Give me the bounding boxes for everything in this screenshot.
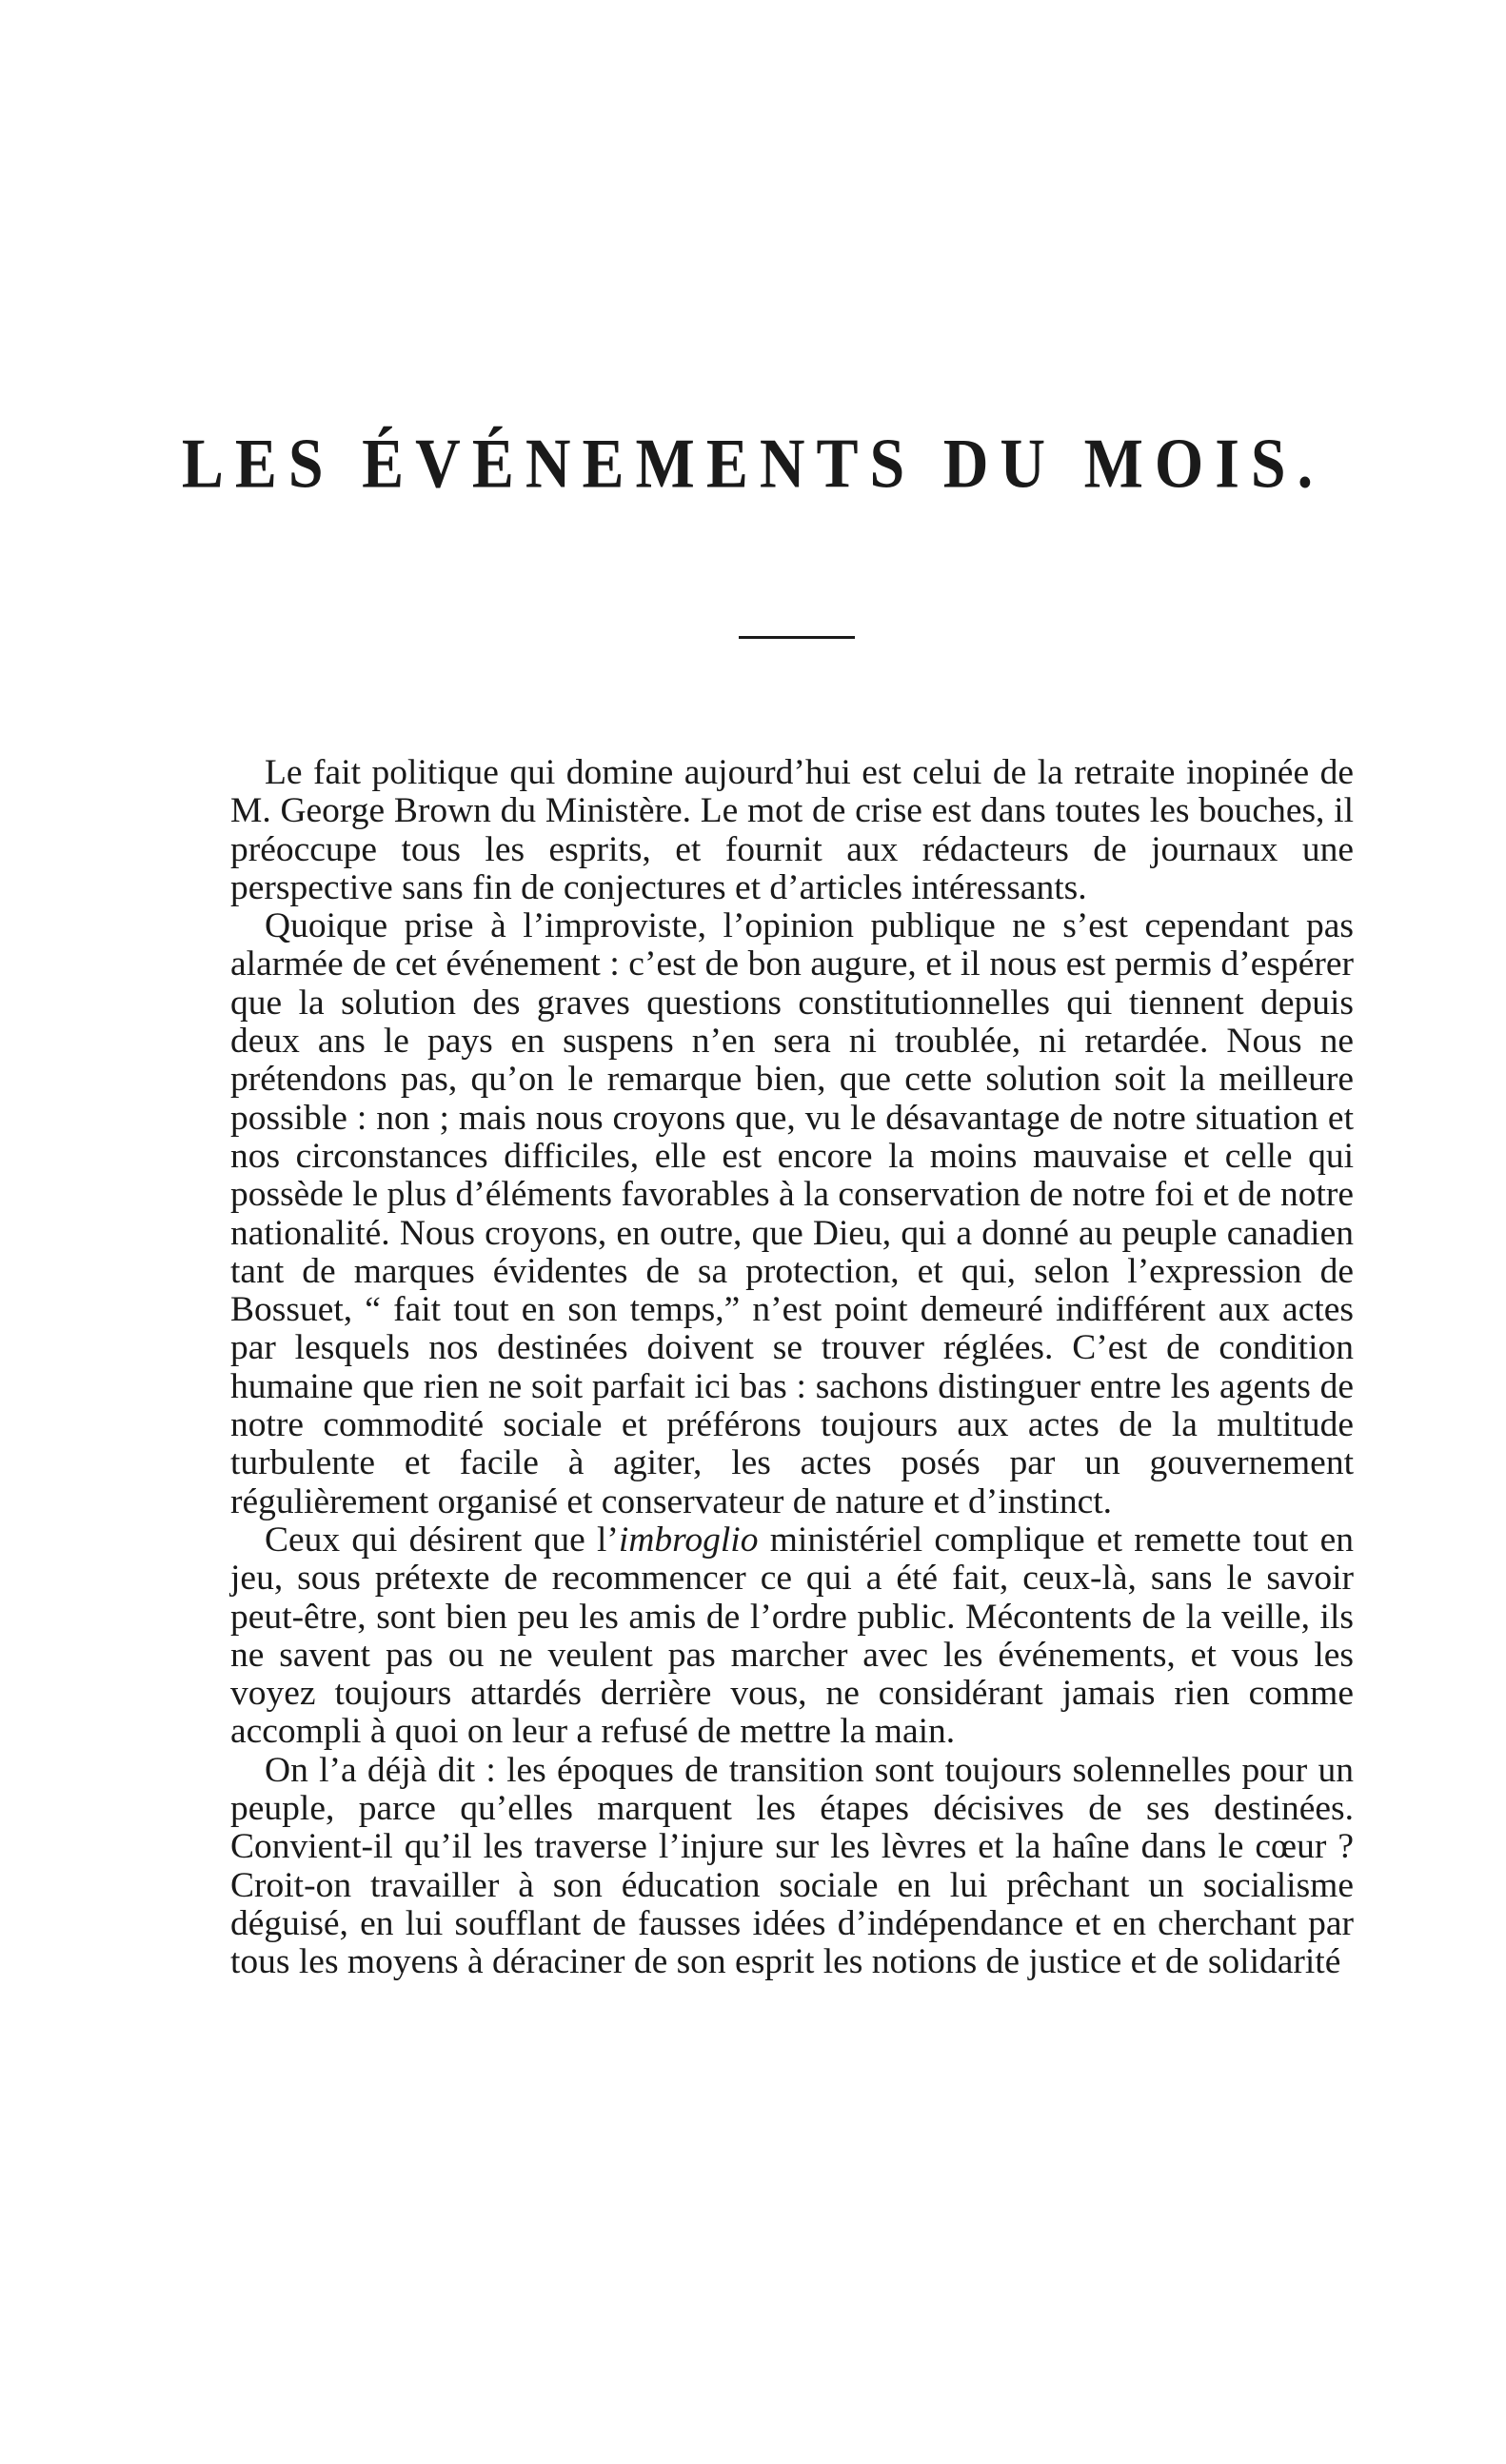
- paragraph-1: Le fait politique qui domine aujourd’hui est celui de la retraite inopinée de M. George Brown du Ministère. Le mot de crise est dans toutes les bouches, il préoccupe tous les esprits, et fournit aux rédacteurs de journaux une perspective sans fin de conjectures et d’articles intéressants.: [230, 753, 1354, 907]
- paragraph-2: Quoique prise à l’improviste, l’opinion publique ne s’est cependant pas alarmée de cet événement : c’est de bon augure, et il nous est permis d’espérer que la solution des graves questions constitutionnelles qui tiennent depuis deux ans le pays en suspens n’en sera ni troublée, ni retardée. Nous ne prétendons pas, qu’on le remarque bien, que cette solution soit la meilleure possible : non ; mais nous croyons que, vu le désavantage de notre situation et nos circonstances difficiles, elle est encore la moins mauvaise et celle qui possède le plus d’éléments favorables à la conservation de notre foi et de notre nationalité. Nous croyons, en outre, que Dieu, qui a donné au peuple canadien tant de marques évidentes de sa protection, et qui, selon l’expression de Bossuet, “ fait tout en son temps,” n’est point demeuré indifférent aux actes par lesquels nos destinées doivent se trouver réglées. C’est de condition humaine que rien ne soit parfait ici bas : sachons distinguer entre les agents de notre commodité sociale et préférons toujours aux actes de la multitude turbulente et facile à agiter, les actes posés par un gouvernement régulièrement organisé et conservateur de nature et d’instinct.: [230, 906, 1354, 1521]
- article-title: LES ÉVÉNEMENTS DU MOIS.: [181, 425, 1325, 504]
- paragraph-4: On l’a déjà dit : les époques de transition sont toujours solennelles pour un peuple, parce qu’elles marquent les étapes décisives de ses destinées. Convient-il qu’il les traverse l’injure sur les lèvres et la haîne dans le cœur ? Croit-on travailler à son éducation sociale en lui prêchant un socialisme déguisé, en lui soufflant de fausses idées d’indépendance et en cherchant par tous les moyens à déraciner de son esprit les notions de justice et de solidarité: [230, 1750, 1354, 1982]
- paragraph-3: [230, 1521, 1354, 1752]
- paragraph-3-end: ministériel complique et remette tout en jeu, sous prétexte de recommencer ce qui a été fait, ceux-là, sans le savoir peut-être, sont bien peu les amis de l’ordre public. Mécontents de la veille, ils ne savent pas ou ne veulent pas marcher avec les événements, et vous les voyez toujours attardés derrière vous, ne considérant jamais rien comme accompli à quoi on leur a refusé de mettre la main.: [230, 1520, 1354, 1752]
- paragraph-3-start: Ceux qui désirent que l’: [265, 1520, 619, 1560]
- article-body: [230, 754, 1354, 1982]
- title-divider: [739, 636, 855, 639]
- italic-term: imbroglio: [618, 1520, 759, 1560]
